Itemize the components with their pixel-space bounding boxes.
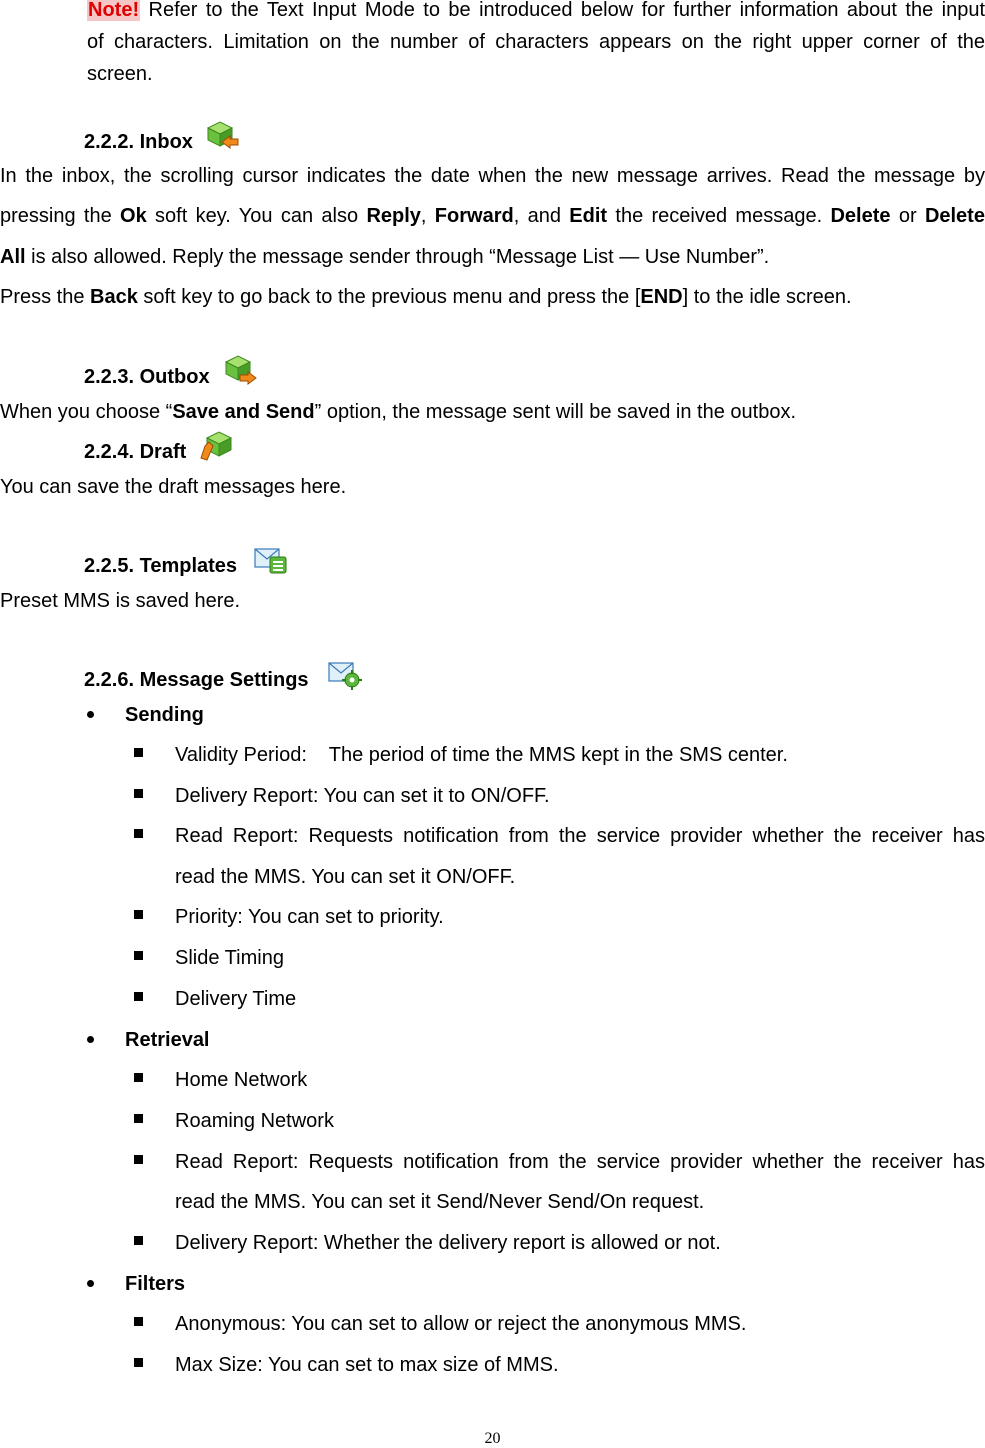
outbox-icon xyxy=(222,352,258,392)
draft-text: You can save the draft messages here. xyxy=(0,476,347,498)
message-settings-heading: 2.2.6. Message Settings xyxy=(84,669,309,691)
inbox-icon xyxy=(204,118,240,156)
square-bullet xyxy=(134,1155,143,1164)
templates-text: Preset MMS is saved here. xyxy=(0,590,241,612)
outbox-text: When you choose “Save and Send” option, the message sent will be saved in the outbox. xyxy=(0,401,797,423)
bullet-dot xyxy=(87,711,94,718)
filters-item-max-size: Max Size: You can set to max size of MMS. xyxy=(175,1354,559,1376)
filters-item-anonymous: Anonymous: You can set to allow or reject the anonymous MMS. xyxy=(175,1313,747,1335)
retrieval-item-home-network: Home Network xyxy=(175,1069,308,1091)
sending-item-delivery-report: Delivery Report: You can set it to ON/OFF. xyxy=(175,785,550,807)
retrieval-item-read-report-cont: read the MMS. You can set it Send/Never Send/On request. xyxy=(175,1191,705,1213)
square-bullet xyxy=(134,829,143,838)
templates-icon xyxy=(254,545,288,581)
inbox-line-1: In the inbox, the scrolling cursor indicates the date when the new message arrives. Read the message by xyxy=(0,165,985,187)
square-bullet xyxy=(134,1236,143,1245)
page-number: 20 xyxy=(484,1430,501,1447)
sending-item-validity: Validity Period: The period of time the MMS kept in the SMS center. xyxy=(175,744,788,766)
retrieval-item-roaming-network: Roaming Network xyxy=(175,1110,334,1132)
square-bullet xyxy=(134,1358,143,1367)
square-bullet xyxy=(134,789,143,798)
sending-item-delivery-time: Delivery Time xyxy=(175,988,297,1010)
square-bullet xyxy=(134,1317,143,1326)
square-bullet xyxy=(134,1073,143,1082)
inbox-heading: 2.2.2. Inbox xyxy=(84,131,193,153)
inbox-line-4: Press the Back soft key to go back to the previous menu and press the [END] to the idle screen. xyxy=(0,286,852,308)
message-settings-icon xyxy=(328,659,362,697)
draft-heading: 2.2.4. Draft xyxy=(84,441,187,463)
inbox-line-3: All is also allowed. Reply the message sender through “Message List — Use Number”. xyxy=(0,246,770,268)
sending-item-read-report-cont: read the MMS. You can set it ON/OFF. xyxy=(175,866,516,888)
square-bullet xyxy=(134,1114,143,1123)
sending-label: Sending xyxy=(125,704,204,726)
retrieval-item-read-report: Read Report: Requests notification from the service provider whether the receiver has xyxy=(175,1151,985,1173)
bullet-dot xyxy=(87,1036,94,1043)
bullet-dot xyxy=(87,1280,94,1287)
square-bullet xyxy=(134,748,143,757)
note-line-1: Note! Refer to the Text Input Mode to be introduced below for further information about the input xyxy=(88,0,985,21)
square-bullet xyxy=(134,910,143,919)
templates-heading: 2.2.5. Templates xyxy=(84,555,238,577)
filters-label: Filters xyxy=(125,1273,186,1295)
square-bullet xyxy=(134,951,143,960)
retrieval-label: Retrieval xyxy=(125,1029,210,1051)
note-tag: Note! xyxy=(88,0,140,21)
draft-icon xyxy=(199,428,235,468)
note-line-3: screen. xyxy=(87,63,153,85)
sending-item-slide-timing: Slide Timing xyxy=(175,947,284,969)
inbox-line-2: pressing the Ok soft key. You can also Reply, Forward, and Edit the received message. Delete or Delete xyxy=(0,205,985,227)
square-bullet xyxy=(134,992,143,1001)
outbox-heading: 2.2.3. Outbox xyxy=(84,366,210,388)
sending-item-priority: Priority: You can set to priority. xyxy=(175,906,444,928)
note-line-2: of characters. Limitation on the number of characters appears on the right upper corner of the xyxy=(87,31,985,53)
retrieval-item-delivery-report: Delivery Report: Whether the delivery report is allowed or not. xyxy=(175,1232,721,1254)
sending-item-read-report: Read Report: Requests notification from the service provider whether the receiver has xyxy=(175,825,985,847)
